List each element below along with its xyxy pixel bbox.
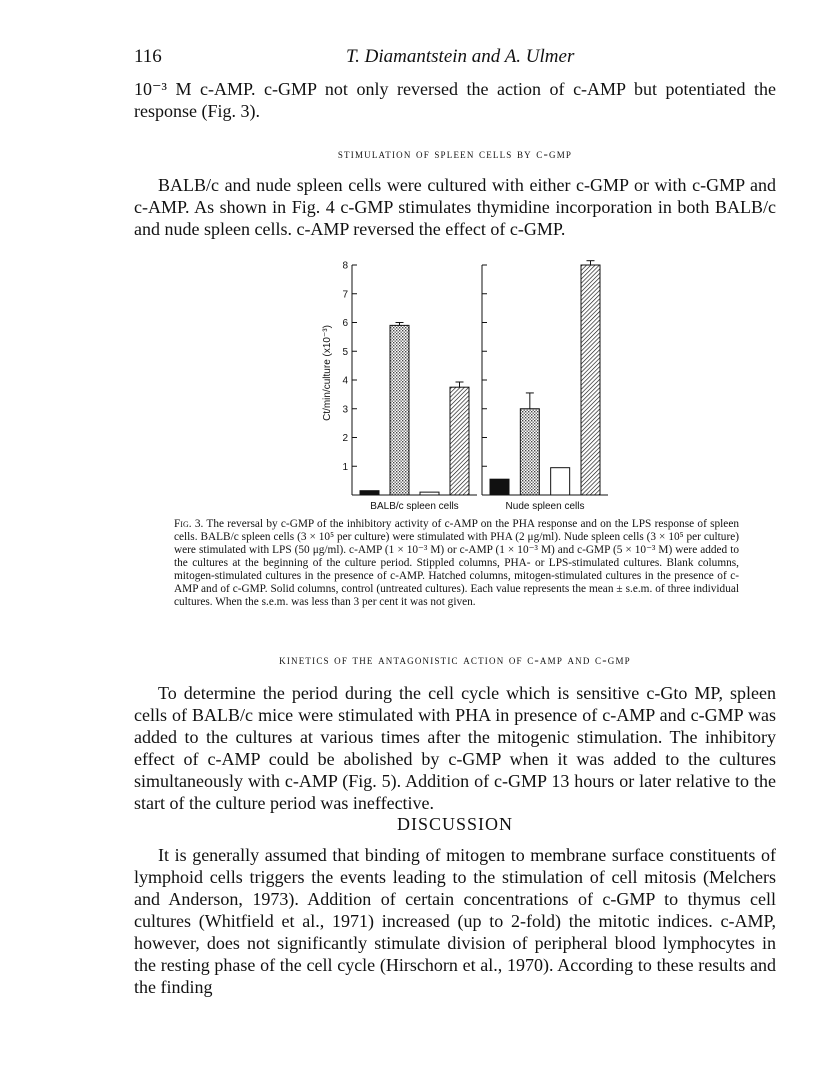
y-tick-label: 1 bbox=[342, 461, 348, 473]
page-header bbox=[134, 46, 776, 72]
intro-paragraph: 10⁻³ M c-AMP. c-GMP not only reversed the action of c-AMP but potentiated the response (Fig. 3). bbox=[134, 79, 776, 121]
bar-blank bbox=[551, 468, 570, 495]
caption-paragraph bbox=[174, 518, 739, 609]
section-heading-kinetics: kinetics of the antagonistic action of c-amp and c-gmp bbox=[279, 652, 631, 667]
figure-3-caption bbox=[174, 518, 739, 609]
caption-text: The reversal by c-GMP of the inhibitory activity of c-AMP on the PHA response and on the LPS response of spleen cells. BALB/c spleen cells (3 × 10⁵ per culture) were stimulated with PHA (2 μg/ml). Nude spleen cells (3 × 10⁵ per culture) were stimulated with LPS (50 μg/ml). c-AMP (1 × 10⁻³ M) or c-AMP (1 × 10⁻³ M) and c-GMP (5 × 10⁻³ M) were added to the cultures at the beginning of the culture period. Stippled columns, PHA- or LPS-stimulated cultures. Blank columns, mitogen-stimulated cultures in the presence of c-AMP. Hatched columns, mitogen-stimulated cultures in the presence of c-AMP and of c-GMP. Solid columns, control (untreated cultures). Each value represents the mean ± s.e.m. of three individual cultures. When the s.e.m. was less than 3 per cent it was not given. bbox=[174, 518, 739, 608]
caption-label: Fig. 3. bbox=[174, 518, 204, 530]
y-tick-label: 4 bbox=[342, 375, 348, 387]
discussion-paragraph: It is generally assumed that binding of mitogen to membrane surface constituents of lymphoid cells triggers the events leading to the stimulation of cell mitosis (Melchers and Anderson, 1973). Addition of certain concentrations of c-GMP to thymus cell cultures (Whitfield et al., 1971) increased (up to 2-fold) the mitotic indices. c-AMP, however, does not significantly stimulate division of peripheral blood lymphocytes in the resting phase of the cell cycle (Hirschorn et al., 1970). According to these results and the finding bbox=[134, 845, 776, 997]
panel-label: BALB/c spleen cells bbox=[370, 501, 459, 512]
bar-hatched bbox=[581, 265, 600, 495]
kinetics-paragraph: To determine the period during the cell cycle which is sensitive c-Gto MP, spleen cells of BALB/c mice were stimulated with PHA in presence of c-AMP and c-GMP was added to the cultures at various times after the mitogenic stimulation. The inhibitory effect of c-AMP could be abolished by c-GMP when it was added to the cultures simultaneously with c-AMP (Fig. 5). Addition of c-GMP 13 hours or later relative to the start of the culture period was ineffective. bbox=[134, 683, 776, 813]
intro-paragraph-block bbox=[134, 78, 776, 122]
bar-hatched bbox=[450, 387, 469, 495]
page-number: 116 bbox=[134, 46, 162, 67]
y-tick-label: 5 bbox=[342, 346, 348, 358]
stimulation-paragraph: BALB/c and nude spleen cells were cultured with either c-GMP or with c-GMP and c-AMP. As shown in Fig. 4 c-GMP stimulates thymidine incorporation in both BALB/c and nude spleen cells. c-AMP reversed the effect of c-GMP. bbox=[134, 175, 776, 239]
y-tick-label: 8 bbox=[342, 260, 348, 272]
section-heading-stimulation: stimulation of spleen cells by c-gmp bbox=[337, 146, 573, 161]
figure-3-chart bbox=[312, 255, 608, 513]
discussion-heading: DISCUSSION bbox=[396, 814, 514, 834]
figure-3 bbox=[312, 255, 608, 513]
running-head: T. Diamantstein and A. Ulmer bbox=[346, 46, 575, 67]
kinetics-paragraph-block bbox=[134, 682, 776, 814]
bar-blank bbox=[420, 492, 439, 495]
bar-stippled bbox=[520, 409, 539, 495]
bar-solid bbox=[490, 479, 509, 495]
y-tick-label: 7 bbox=[342, 289, 348, 301]
y-axis-label: Ct/min/culture (x10⁻³) bbox=[322, 325, 333, 421]
y-tick-label: 2 bbox=[342, 433, 348, 444]
discussion-paragraph-block bbox=[134, 844, 776, 998]
bar-stippled bbox=[390, 325, 409, 495]
bar-solid bbox=[360, 491, 379, 495]
stimulation-paragraph-block bbox=[134, 174, 776, 240]
y-tick-label: 3 bbox=[342, 404, 348, 416]
panel-label: Nude spleen cells bbox=[505, 501, 585, 512]
y-tick-label: 6 bbox=[342, 318, 348, 329]
